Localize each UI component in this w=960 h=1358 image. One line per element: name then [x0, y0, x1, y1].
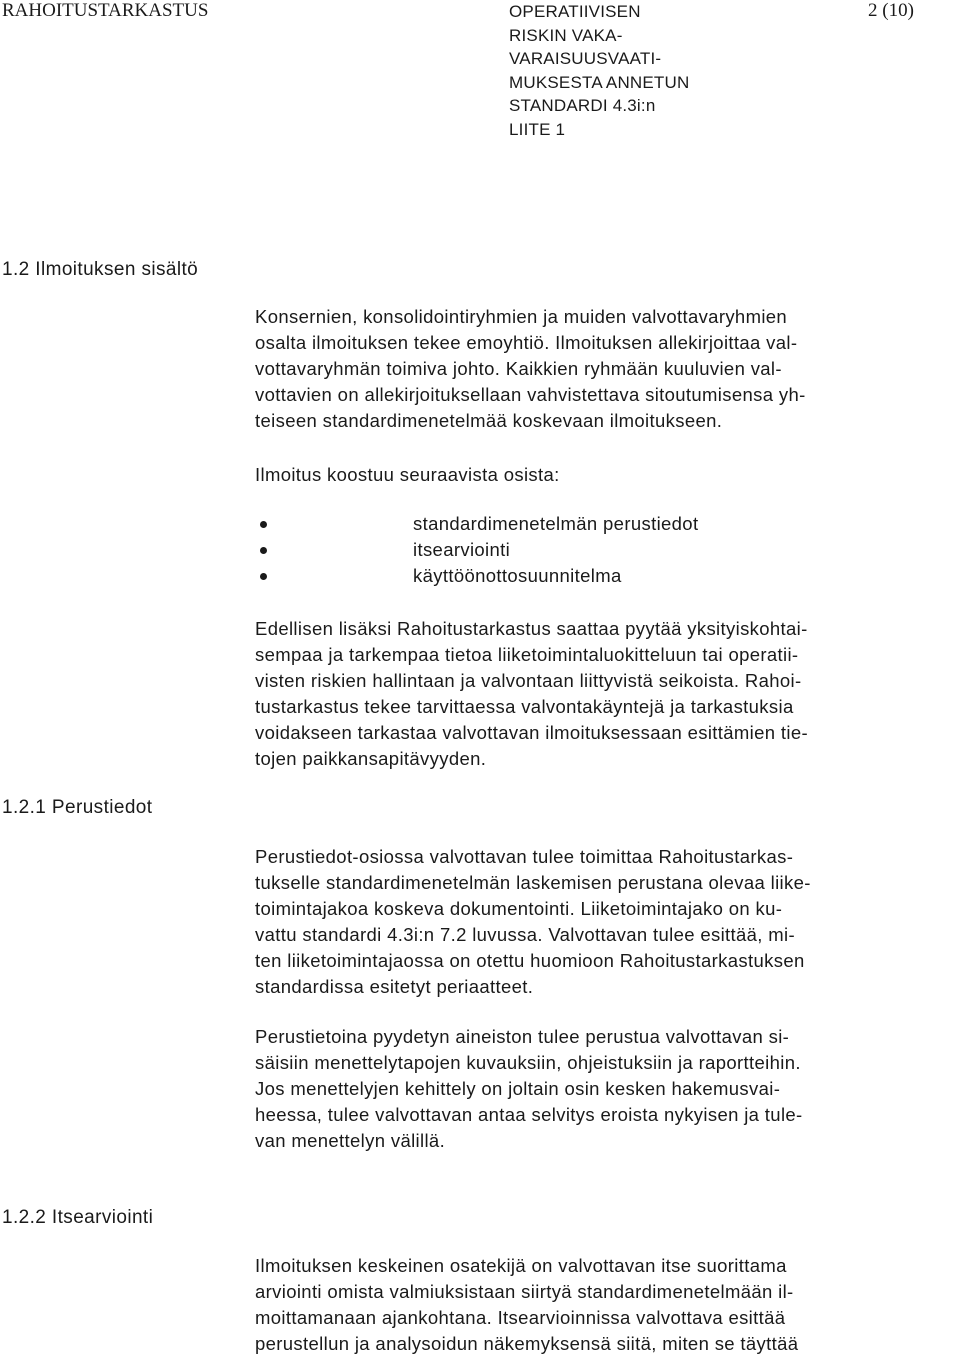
bullet-icon [260, 547, 267, 554]
text-line: vottavaryhmän toimiva johto. Kaikkien ryhmään kuuluvien val- [255, 358, 782, 379]
text-line: heessa, tulee valvottavan antaa selvitys eroista nykyisen ja tule- [255, 1104, 803, 1125]
text-line: Jos menettelyjen kehittely on joltain osin kesken hakemusvai- [255, 1078, 781, 1099]
text-line: Konsernien, konsolidointiryhmien ja muiden valvottavaryhmien [255, 306, 788, 327]
text-line: Perustietoina pyydetyn aineiston tulee perustua valvottavan si- [255, 1026, 790, 1047]
list-item: standardimenetelmän perustiedot [260, 511, 698, 537]
text-line: van menettelyn välillä. [255, 1130, 446, 1151]
text-line: Ilmoituksen keskeinen osatekijä on valvottavan itse suorittama [255, 1255, 787, 1276]
list-item: käyttöönottosuunnitelma [260, 563, 698, 589]
page-number: 2 (10) [868, 0, 914, 21]
text-line: tojen paikkansapitävyyden. [255, 748, 487, 769]
text-line: moittamanaan ajankohtana. Itsearvioinnissa valvottava esittää [255, 1307, 786, 1328]
text-line: tustarkastus tekee tarvittaessa valvontakäyntejä ja tarkastuksia [255, 696, 794, 717]
bullet-icon [260, 521, 267, 528]
section-heading-1-2-2: 1.2.2 Itsearviointi [2, 1207, 154, 1228]
text-line: arviointi omista valmiuksistaan siirtyä standardimenetelmään il- [255, 1281, 794, 1302]
text-line: perustellun ja analysoidun näkemyksensä siitä, miten se täyttää [255, 1333, 799, 1354]
organization-name: RAHOITUSTARKASTUS [2, 0, 209, 21]
text-line: Perustiedot-osiossa valvottavan tulee toimittaa Rahoitustarkas- [255, 846, 794, 867]
text-line: voidakseen tarkastaa valvottavan ilmoituksessaan esittämien tie- [255, 722, 809, 743]
text-line: toimintajakoa koskeva dokumentointi. Liiketoimintajako on ku- [255, 898, 783, 919]
document-title-line: VARAISUUSVAATI- [509, 49, 662, 68]
text-line: säisiin menettelytapojen kuvauksiin, ohjeistuksiin ja raportteihin. [255, 1052, 801, 1073]
list-item: itsearviointi [260, 537, 698, 563]
text-line: tukselle standardimenetelmän laskemisen perustana olevaa liike- [255, 872, 811, 893]
bullet-icon [260, 573, 267, 580]
section-1-2-paragraph-1 [255, 304, 955, 434]
document-title [509, 0, 689, 141]
section-1-2-paragraph-2 [255, 616, 955, 772]
section-heading-1-2-1: 1.2.1 Perustiedot [2, 797, 153, 818]
document-title-line: RISKIN VAKA- [509, 25, 623, 45]
text-line: teiseen standardimenetelmää koskevaan ilmoitukseen. [255, 410, 723, 431]
text-line: ten liiketoimintajaossa on otettu huomioon Rahoitustarkastuksen [255, 950, 805, 971]
section-1-2-2-paragraph-1 [255, 1253, 955, 1357]
text-line: standardissa esitetyt periaatteet. [255, 976, 534, 997]
document-title-line: OPERATIIVISEN [509, 2, 641, 21]
section-1-2-1-paragraph-1 [255, 844, 955, 1000]
section-heading-1-2: 1.2 Ilmoituksen sisältö [2, 259, 199, 280]
document-title-line: LIITE 1 [509, 119, 566, 139]
component-list [260, 511, 698, 589]
text-line: osalta ilmoituksen tekee emoyhtiö. Ilmoituksen allekirjoittaa val- [255, 332, 798, 353]
document-title-line: MUKSESTA ANNETUN [509, 72, 690, 92]
text-line: vattu standardi 4.3i:n 7.2 luvussa. Valvottavan tulee esittää, mi- [255, 924, 796, 945]
text-line: visten riskien hallintaan ja valvontaan liittyvistä seikoista. Rahoi- [255, 670, 802, 691]
list-intro: Ilmoitus koostuu seuraavista osista: [255, 464, 560, 485]
text-line: Edellisen lisäksi Rahoitustarkastus saattaa pyytää yksityiskohtai- [255, 618, 808, 639]
section-1-2-1-paragraph-2 [255, 1024, 955, 1154]
text-line: vottavien on allekirjoituksellaan vahvistettava sitoutumisensa yh- [255, 384, 806, 405]
text-line: sempaa ja tarkempaa tietoa liiketoimintaluokitteluun tai operatii- [255, 644, 799, 665]
document-title-line: STANDARDI 4.3i:n [509, 96, 656, 115]
